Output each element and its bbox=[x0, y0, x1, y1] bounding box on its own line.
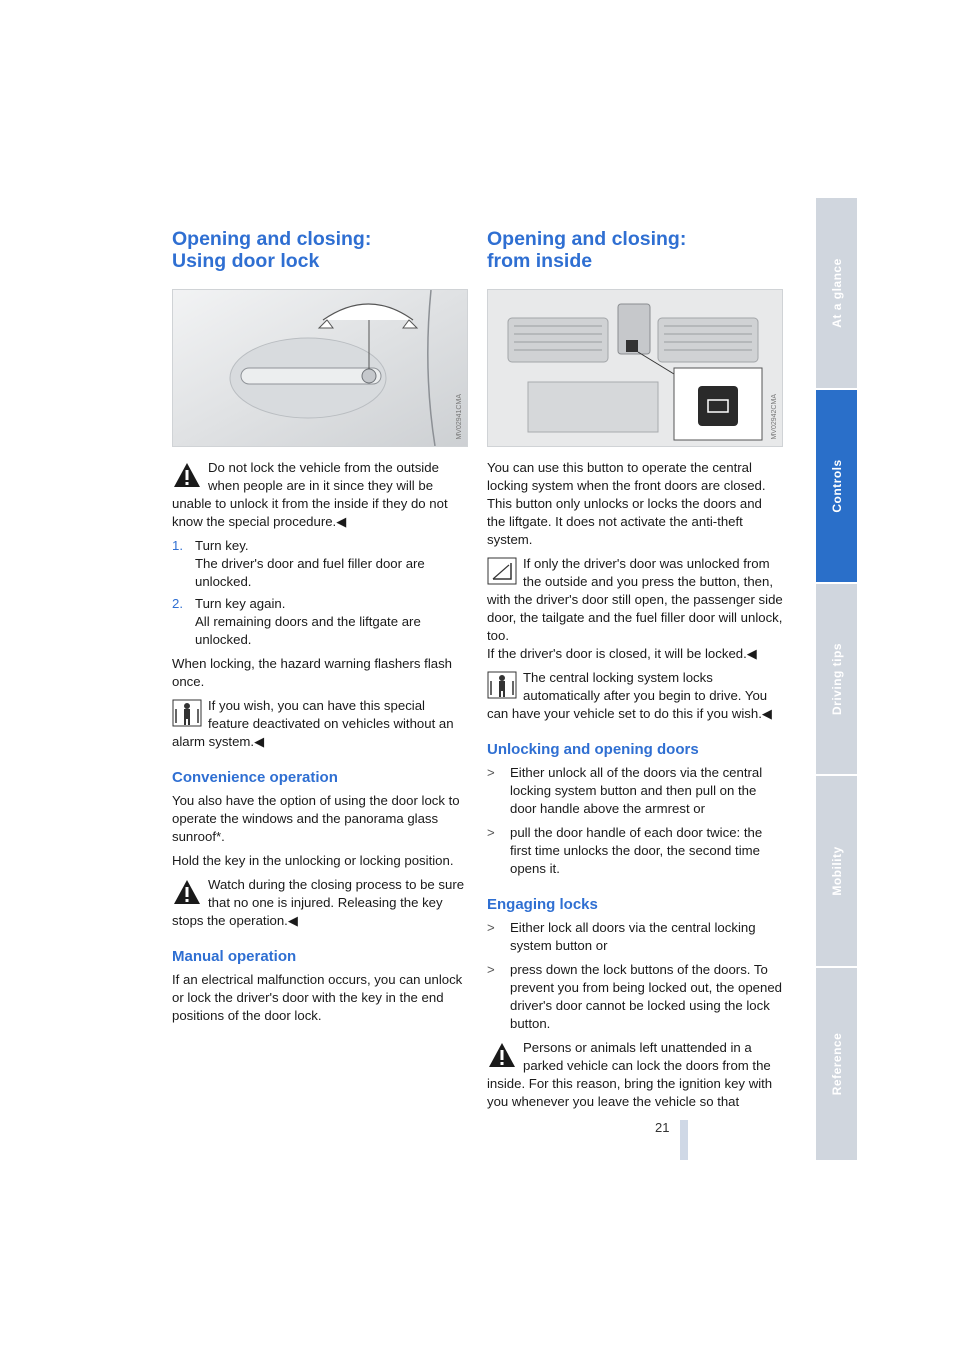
intro-text: You can use this button to operate the central locking system when the front doors are closed. This button only unlocks or locks the doors and the liftgate. It does not activate the anti-theft system. bbox=[487, 460, 766, 547]
manual-heading: Manual operation bbox=[172, 948, 297, 965]
step-item bbox=[172, 595, 468, 649]
right-heading bbox=[487, 228, 783, 272]
convenience-text: You also have the option of using the door lock to operate the windows and the panorama glass sunroof*. bbox=[172, 793, 460, 844]
locking-text: When locking, the hazard warning flashers flash once. bbox=[172, 656, 453, 689]
list-item bbox=[487, 824, 783, 878]
left-heading bbox=[172, 228, 468, 272]
manual-text: If an electrical malfunction occurs, you can unlock or lock the driver's door with the key in the end positions of the door lock. bbox=[172, 972, 463, 1023]
tip-note bbox=[487, 555, 783, 663]
unlock-heading: Unlocking and opening doors bbox=[487, 741, 699, 758]
step-number: 1. bbox=[172, 538, 183, 553]
unlock-list bbox=[487, 764, 783, 878]
lock-heading: Engaging locks bbox=[487, 896, 598, 913]
tip-text: If only the driver's door was unlocked from the outside and you press the button, then, with the driver's door still open, the passenger side door, the tailgate and the fuel filler door will unlock, too. bbox=[487, 556, 783, 643]
warning-note bbox=[172, 459, 468, 531]
service-note-right bbox=[487, 669, 783, 723]
tab-driving-tips[interactable] bbox=[816, 584, 857, 776]
bullet-mark: > bbox=[487, 962, 495, 977]
service-person-icon bbox=[172, 699, 202, 727]
bullet-mark: > bbox=[487, 825, 495, 840]
convenience-text-2: Hold the key in the unlocking or locking position. bbox=[172, 853, 454, 868]
convenience-heading: Convenience operation bbox=[172, 769, 338, 786]
page-marker-bar bbox=[680, 1120, 688, 1160]
steps-list bbox=[172, 537, 468, 649]
tab-label: Controls bbox=[829, 459, 844, 513]
service-note-text: The central locking system locks automatically after you begin to drive. You can have your vehicle set to do this if you wish.◀ bbox=[487, 670, 773, 721]
arrow-note-icon bbox=[487, 557, 517, 585]
service-note-text: If you wish, you can have this special feature deactivated on vehicles without an alarm system.◀ bbox=[172, 698, 454, 749]
page-number: 21 bbox=[655, 1120, 670, 1135]
list-item-text: press down the lock buttons of the doors. To prevent you from being locked out, the opened driver's door cannot be locked using the lock button. bbox=[510, 962, 782, 1031]
figure-code: MV02941CMA bbox=[456, 394, 463, 440]
list-item bbox=[487, 961, 783, 1033]
tip-text-2: If the driver's door is closed, it will be locked.◀ bbox=[487, 646, 757, 661]
list-item bbox=[487, 919, 783, 955]
warning-triangle-icon bbox=[487, 1041, 517, 1069]
tab-label: Mobility bbox=[829, 846, 844, 896]
dashboard-figure bbox=[487, 289, 783, 447]
tab-reference[interactable] bbox=[816, 968, 857, 1162]
left-column bbox=[172, 228, 468, 1031]
bullet-mark: > bbox=[487, 765, 495, 780]
warning-text: Do not lock the vehicle from the outside when people are in it since they will be unable to unlock it from the inside if they do not know the special procedure.◀ bbox=[172, 460, 448, 529]
door-handle-figure bbox=[172, 289, 468, 447]
list-item-text: Either unlock all of the doors via the central locking system button and then pull on the door handle above the armrest or bbox=[510, 765, 763, 816]
list-item bbox=[487, 764, 783, 818]
list-item-text: Either lock all doors via the central locking system button or bbox=[510, 920, 756, 953]
tab-label: Driving tips bbox=[829, 642, 844, 716]
door-handle-illustration bbox=[173, 290, 467, 446]
left-heading-text: Opening and closing: Using door lock bbox=[172, 228, 372, 272]
warning-note-right bbox=[487, 1039, 783, 1111]
step-item bbox=[172, 537, 468, 591]
tab-controls[interactable] bbox=[816, 390, 857, 584]
tab-mobility[interactable] bbox=[816, 776, 857, 968]
step-number: 2. bbox=[172, 596, 183, 611]
service-person-icon bbox=[487, 671, 517, 699]
right-column bbox=[487, 228, 783, 1117]
right-heading-text: Opening and closing: from inside bbox=[487, 228, 687, 272]
list-item-text: pull the door handle of each door twice: the first time unlocks the door, the second time opens it. bbox=[510, 825, 763, 876]
step-subtext: All remaining doors and the liftgate are unlocked. bbox=[195, 614, 421, 647]
service-note bbox=[172, 697, 468, 751]
tab-label: At a glance bbox=[829, 258, 844, 328]
figure-code: MV02942CMA bbox=[771, 394, 778, 440]
step-text: Turn key again. bbox=[195, 596, 286, 611]
chapter-tabs bbox=[816, 198, 857, 1160]
lock-list bbox=[487, 919, 783, 1033]
tab-at-a-glance[interactable] bbox=[816, 198, 857, 390]
warning-triangle-icon bbox=[172, 878, 202, 906]
warning-text-2: Watch during the closing process to be sure that no one is injured. Releasing the key stops the operation.◀ bbox=[172, 877, 465, 928]
warning-note-2 bbox=[172, 876, 468, 930]
bullet-mark: > bbox=[487, 920, 495, 935]
warning-text: Persons or animals left unattended in a parked vehicle can lock the doors from the inside. For this reason, bring the ignition key with you whenever you leave the vehicle so that bbox=[487, 1040, 773, 1109]
step-subtext: The driver's door and fuel filler door are unlocked. bbox=[195, 556, 425, 589]
step-text: Turn key. bbox=[195, 538, 249, 553]
tab-label: Reference bbox=[829, 1032, 844, 1096]
dashboard-illustration bbox=[488, 290, 782, 446]
warning-triangle-icon bbox=[172, 461, 202, 489]
